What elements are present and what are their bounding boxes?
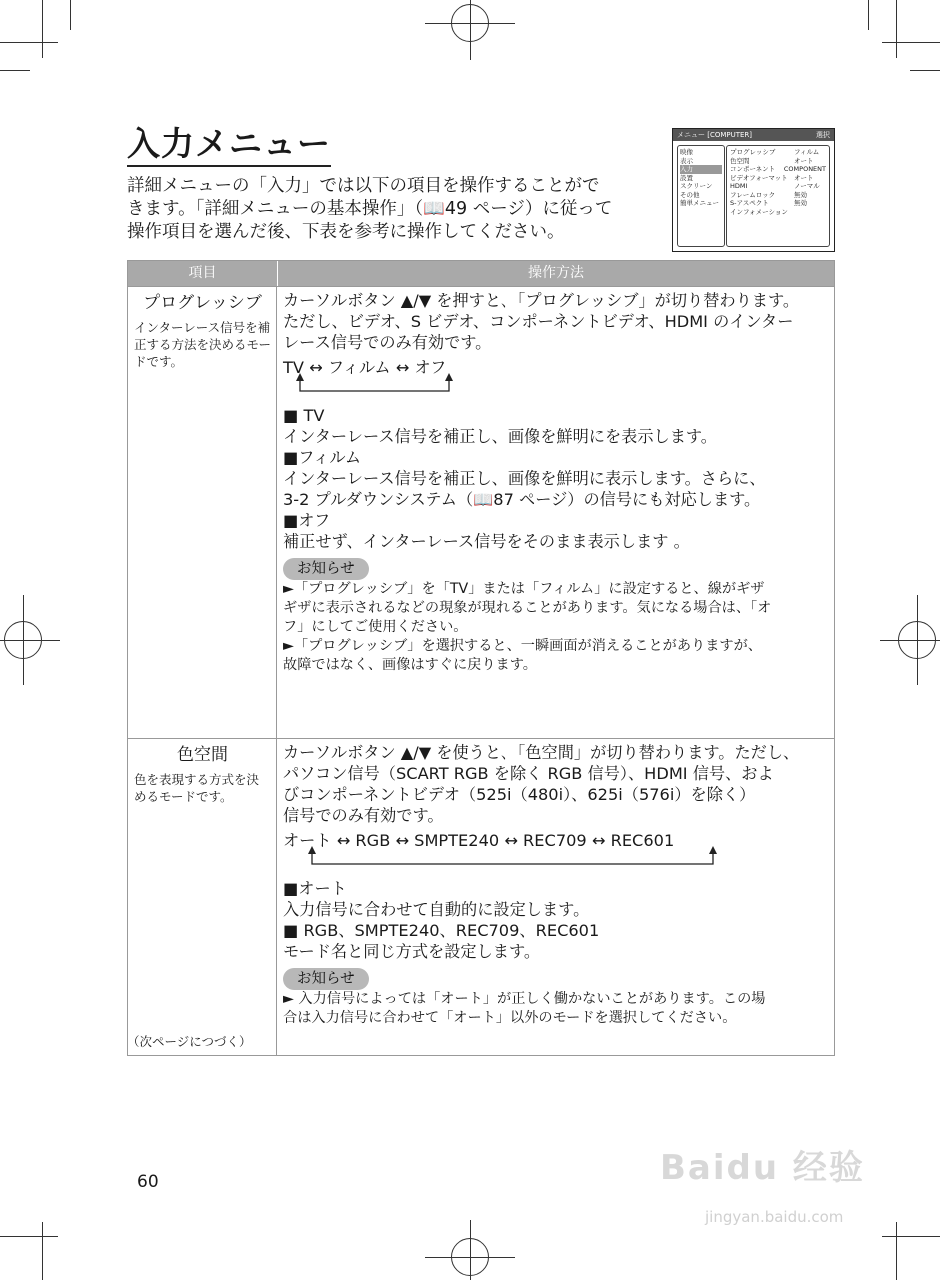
item-name: プログレッシブ: [143, 293, 262, 313]
osd-menu-thumbnail: メニュー [COMPUTER] 選択 映像 表示 入力 設置 スクリーン その他 簡単メニュー プログレッシブ フィルム 色空間 オート コンポーネント COMPONENT ビデオフォーマット オート HDMI ノーマル フレームロック 無効 S-アスペクト 無効 インフォメーション: [672, 128, 835, 252]
cycle-diagram: オート ↔ RGB ↔ SMPTE240 ↔ REC709 ↔ REC601: [283, 826, 830, 868]
book-icon: 📖: [423, 199, 445, 219]
continued-note: （次ページにつづく）: [127, 1034, 252, 1049]
item-desc: 色を表現する方式を決めるモードです。: [134, 772, 260, 804]
note-badge: お知らせ: [283, 558, 369, 580]
cycle-diagram: TV ↔ フィルム ↔ オフ: [283, 353, 830, 395]
intro-text: 詳細メニューの「入力」では以下の項目を操作することがで きます。「詳細メニューの基本操作」（📖49 ページ）に従って 操作項目を選んだ後、下表を参考に操作してください。: [127, 176, 613, 242]
page-title: 入力メニュー: [127, 125, 331, 167]
note-badge: お知らせ: [283, 968, 369, 990]
item-name: 色空間: [177, 745, 228, 765]
book-icon: 📖: [473, 490, 494, 509]
table-row: プログレッシブ インターレース信号を補正する方法を決めるモードです。 カーソルボタン ▲/▼ を押すと､「プログレッシブ」が切り替わります。 ただし、ビデオ、S ビデオ、コンポーネントビデオ、HDMI のインター レース信号でのみ有効です。 TV ↔ フィルム ↔ オフ ■ TV インターレース信号を補正し、画像を鮮明にを表示します。 ■フィルム インターレース信号を補正し、画像を鮮明に表示します。さらに、 3-2 プルダウンシステム（📖87 ページ）の信号にも対応します。 ■オフ 補正せず、インターレース信号をそのまま表示します 。 お知らせ ►「プログレッシブ」を「TV」または「フィルム」に設定すると、線がギザ ギザに表示されるなどの現象が現れることがあります。気になる場合は、「オ フ」にしてご使用ください。 ►「プログレッシブ」を選択すると、一瞬画面が消えることがありますが、 故障ではなく、画像はすぐに戻ります。: [128, 286, 834, 738]
page-number: 60: [137, 1172, 159, 1192]
watermark-logo: Baidu 经验: [660, 1148, 865, 1188]
input-menu-table: [127, 260, 835, 1056]
table-row: 色空間 色を表現する方式を決めるモードです。 カーソルボタン ▲/▼ を使うと､「色空間」が切り替わります。ただし、 パソコン信号（SCART RGB を除く RGB 信号）、HDMI 信号、およ びコンポーネントビデオ（525i（480i）、625i（576i）を除く） 信号でのみ有効です。 オート ↔ RGB ↔ SMPTE240 ↔ REC709 ↔ REC601 ■オート 入力信号に合わせて自動的に設定します。 ■ RGB、SMPTE240、REC709、REC601 モード名と同じ方式を設定します。 お知らせ ► 入力信号によっては「オート」が正しく働かないことがあります。この場 合は入力信号に合わせて「オート」以外のモードを選択してください。: [128, 738, 834, 1055]
osd-left-list: 映像 表示 入力 設置 スクリーン その他 簡単メニュー: [677, 145, 725, 247]
watermark-url: jingyan.baidu.com: [705, 1208, 844, 1226]
osd-right-list: プログレッシブ フィルム 色空間 オート コンポーネント COMPONENT ビデオフォーマット オート HDMI ノーマル フレームロック 無効 S-アスペクト 無効 インフォメーション: [726, 145, 830, 247]
item-desc: インターレース信号を補正する方法を決めるモードです。: [134, 320, 272, 369]
table-header: 項目 操作方法: [128, 261, 834, 286]
